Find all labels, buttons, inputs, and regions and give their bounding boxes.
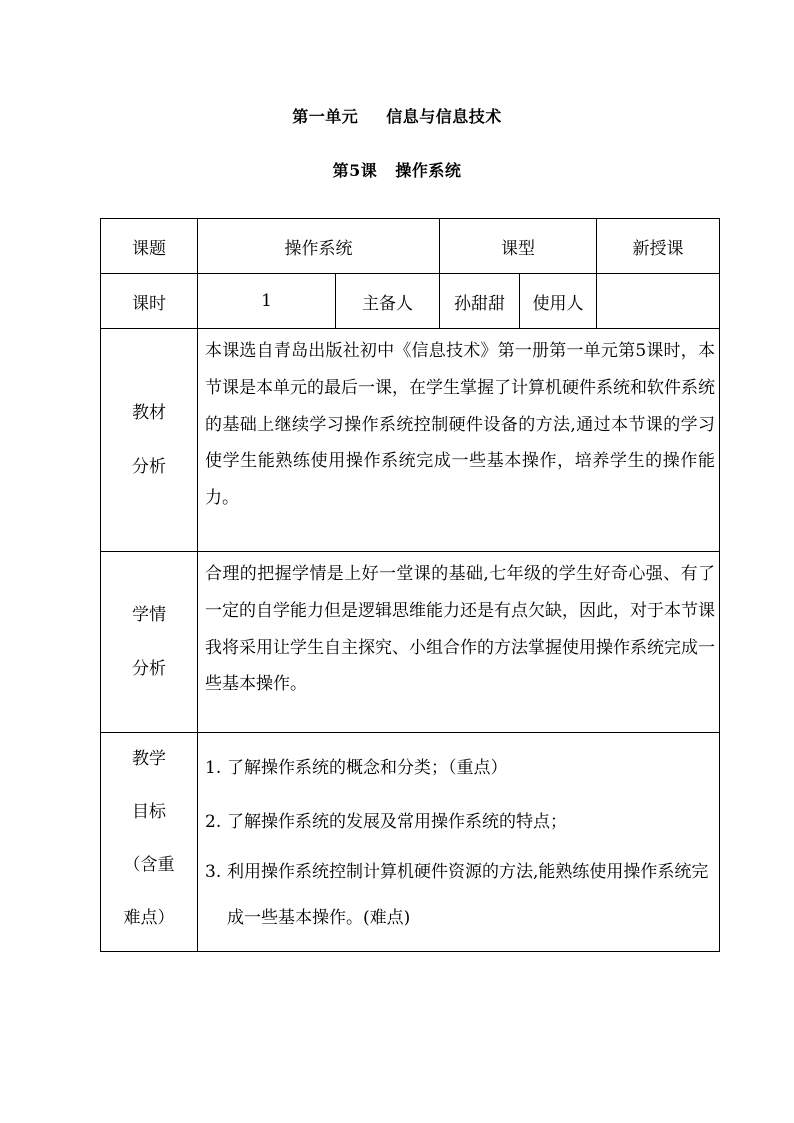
student-analysis-label-line1: 学情 <box>132 605 166 625</box>
objective-item <box>205 741 715 795</box>
user-label: 使用人 <box>520 274 597 329</box>
objectives-label-line3: （含重 <box>123 855 175 875</box>
student-analysis-cell <box>198 552 720 733</box>
unit-topic: 信息与信息技术 <box>386 107 502 126</box>
objective-item <box>205 795 715 849</box>
lesson-plan-table <box>100 218 720 952</box>
objectives-label <box>101 733 198 952</box>
textbook-analysis-label <box>101 329 198 552</box>
student-analysis-text: 合理的把握学情是上好一堂课的基础,七年级的学生好奇心强、有了一定的自学能力但是逻辑思维能力还是有点欠缺，因此，对于本节课我将采用让学生自主探究、小组合作的方法掌握使用操作系统完成一些基本操作。 <box>205 564 715 695</box>
student-analysis-row <box>101 552 720 733</box>
objectives-label-line2: 目标 <box>132 802 166 822</box>
objective-number: 2. <box>205 812 222 832</box>
hours-row <box>101 274 720 329</box>
objectives-label-line1: 教学 <box>132 749 166 769</box>
hours-value: 1 <box>198 274 336 329</box>
lesson-title <box>0 158 794 181</box>
topic-value: 操作系统 <box>198 219 440 274</box>
textbook-analysis-cell <box>198 329 720 552</box>
objective-number: 1. <box>205 758 222 778</box>
hours-label: 课时 <box>101 274 198 329</box>
lesson-type-value: 新授课 <box>597 219 720 274</box>
objectives-label-line4: 难点） <box>123 908 175 928</box>
textbook-analysis-row <box>101 329 720 552</box>
objective-number: 3. <box>205 862 222 882</box>
preparer-value: 孙甜甜 <box>440 274 520 329</box>
topic-row <box>101 219 720 274</box>
textbook-analysis-label-line2: 分析 <box>132 457 166 477</box>
objective-text: 利用操作系统控制计算机硬件资源的方法,能熟练使用操作系统完成一些基本操作。(难点) <box>227 862 709 928</box>
textbook-analysis-text: 本课选自青岛出版社初中《信息技术》第一册第一单元第5课时，本节课是本单元的最后一课，在学生掌握了计算机硬件系统和软件系统的基础上继续学习操作系统控制硬件设备的方法,通过本节课的学习使学生能熟练使用操作系统完成一些基本操作，培养学生的操作能力。 <box>205 341 715 509</box>
objectives-list <box>198 733 719 949</box>
user-value <box>597 274 720 329</box>
objectives-cell <box>198 733 720 952</box>
unit-name: 第一单元 <box>292 107 359 126</box>
student-analysis-label-line2: 分析 <box>132 659 166 679</box>
topic-label: 课题 <box>101 219 198 274</box>
lesson-type-label: 课型 <box>440 219 597 274</box>
objective-text: 了解操作系统的发展及常用操作系统的特点； <box>227 812 567 832</box>
preparer-label: 主备人 <box>336 274 440 329</box>
lesson-number: 第5课 <box>332 161 378 180</box>
student-analysis-label <box>101 552 198 733</box>
objective-item <box>205 849 715 941</box>
unit-title <box>0 104 794 127</box>
objective-text: 了解操作系统的概念和分类；（重点） <box>227 758 508 778</box>
textbook-analysis-label-line1: 教材 <box>132 403 166 423</box>
objectives-row <box>101 733 720 952</box>
lesson-topic: 操作系统 <box>395 161 462 180</box>
